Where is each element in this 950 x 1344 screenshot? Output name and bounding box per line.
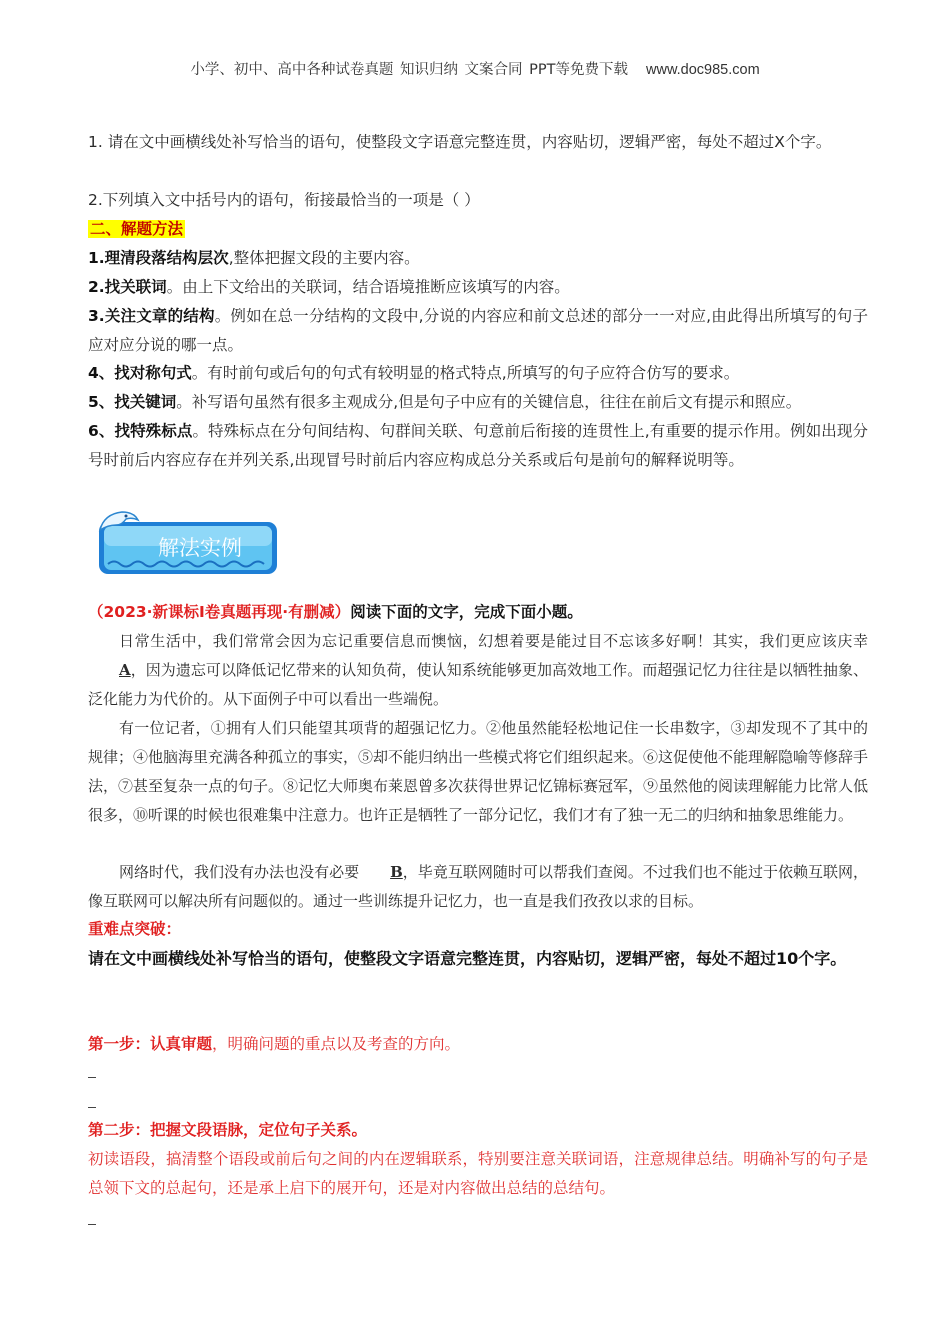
method-item-text: ,整体把握文段的主要内容。	[228, 249, 420, 267]
method-item	[88, 273, 868, 302]
passage-text: 网络时代，我们没有办法也没有必要	[119, 863, 360, 881]
method-item-text: 。特殊标点在分句间结构、句群间关联、句意前后衔接的连贯性上,有重要的提示作用。例如出现分号时前后内容应存在并列关系,出现冒号时前后内容应构成总分关系或后句是前句的解释说明等。	[88, 422, 868, 469]
divider	[88, 1107, 96, 1108]
header-text: 小学、初中、高中各种试卷真题 知识归纳 文案合同 PPT等免费下载	[190, 62, 629, 78]
method-item-text: 。有时前句或后句的句式有较明显的格式特点,所填写的句子应符合仿写的要求。	[191, 364, 740, 382]
blank-b: B	[390, 863, 403, 881]
methods-heading: 二、解题方法	[90, 220, 184, 238]
example-title	[88, 598, 868, 627]
breakthrough-heading: 重难点突破：	[88, 920, 182, 938]
method-item-title: 6、找特殊标点	[88, 422, 193, 440]
method-item-text: 。例如在总一分结构的文段中,分说的内容应和前文总述的部分一一对应,由此得出所填写的句子应对应分说的哪一点。	[88, 307, 868, 354]
step-2	[88, 1116, 868, 1145]
method-item	[88, 417, 868, 475]
method-item-title: 2.找关联词	[88, 278, 167, 296]
header-site-link[interactable]: www.doc985.com	[646, 62, 760, 78]
method-item-title: 4、找对称句式	[88, 364, 192, 382]
step-1-title: 第一步：认真审题	[88, 1035, 213, 1053]
breakthrough-heading-row	[88, 915, 868, 944]
method-item	[88, 359, 868, 388]
step-2-text: 初读语段，搞清整个语段或前后句之间的内在逻辑联系，特别要注意关联词语，注意规律总结。明确补写的句子是总领下文的总起句，还是承上启下的展开句，还是对内容做出总结的总结句。	[88, 1150, 868, 1197]
example-source: （2023·新课标Ⅰ卷真题再现·有删减）	[88, 603, 351, 621]
dolphin-banner-icon	[96, 508, 280, 580]
step-2-title: 第二步：把握文段语脉，定位句子关系。	[88, 1121, 368, 1139]
banner-label: 解法实例	[158, 536, 242, 560]
passage-paragraph-2: 有一位记者，①拥有人们只能望其项背的超强记忆力。②他虽然能轻松地记住一长串数字，③却发现不了其中的规律；④他脑海里充满各种孤立的事实，⑤却不能归纳出一些模式将它们组织起来。⑥这促使他不能理解隐喻等修辞手法，⑦甚至复杂一点的句子。⑧记忆大师奥布莱恩曾多次获得世界记忆锦标赛冠军，⑨虽然他的阅读理解能力比常人低很多，⑩听课的时候也很难集中注意力。也许正是牺牲了一部分记忆，我们才有了独一无二的归纳和抽象思维能力。	[88, 719, 869, 824]
passage-text: 日常生活中，我们常常会因为忘记重要信息而懊恼，幻想着要是能过目不忘该多好啊！其实，我们更应该庆幸	[119, 632, 868, 650]
method-item-title: 5、找关键词	[88, 393, 177, 411]
page-header	[0, 58, 950, 79]
example-banner	[96, 508, 280, 580]
divider	[88, 1224, 96, 1225]
passage-paragraph-1	[88, 627, 868, 714]
example-instruction: 阅读下面的文字，完成下面小题。	[350, 603, 583, 621]
methods-heading-row	[88, 215, 868, 244]
divider	[88, 1077, 96, 1078]
method-item	[88, 302, 868, 360]
method-item-text: 。由上下文给出的关联词，结合语境推断应该填写的内容。	[166, 278, 570, 296]
method-item	[88, 244, 868, 273]
passage-paragraph-3	[88, 858, 868, 916]
passage-text: ，因为遗忘可以降低记忆带来的认知负荷，使认知系统能够更加高效地工作。而超强记忆力往往是以牺牲抽象、泛化能力为代价的。从下面例子中可以看出一些端倪。	[88, 661, 868, 708]
step-1	[88, 1030, 868, 1059]
method-item-text: 。补写语句虽然有很多主观成分,但是句子中应有的关键信息，往往在前后文有提示和照应。	[176, 393, 802, 411]
question-form-1: 1. 请在文中画横线处补写恰当的语句，使整段文字语意完整连贯，内容贴切，逻辑严密，每处不超过X个字。	[88, 133, 832, 151]
step-1-text: ，明确问题的重点以及考查的方向。	[212, 1035, 461, 1053]
question-form-2: 2.下列填入文中括号内的语句，衔接最恰当的一项是（ ）	[88, 191, 480, 209]
breakthrough-question: 请在文中画横线处补写恰当的语句，使整段文字语意完整连贯，内容贴切，逻辑严密，每处不超过10个字。	[88, 949, 847, 968]
blank-a: A	[119, 661, 131, 679]
method-item	[88, 388, 868, 417]
passage-text: ，毕竟互联网随时可以帮我们查阅。不过我们也不能过于依赖互联网，像互联网可以解决所有问题似的。通过一些训练提升记忆力，也一直是我们孜孜以求的目标。	[88, 863, 868, 910]
method-item-title: 1.理清段落结构层次	[88, 249, 229, 267]
method-item-title: 3.关注文章的结构	[88, 307, 215, 325]
